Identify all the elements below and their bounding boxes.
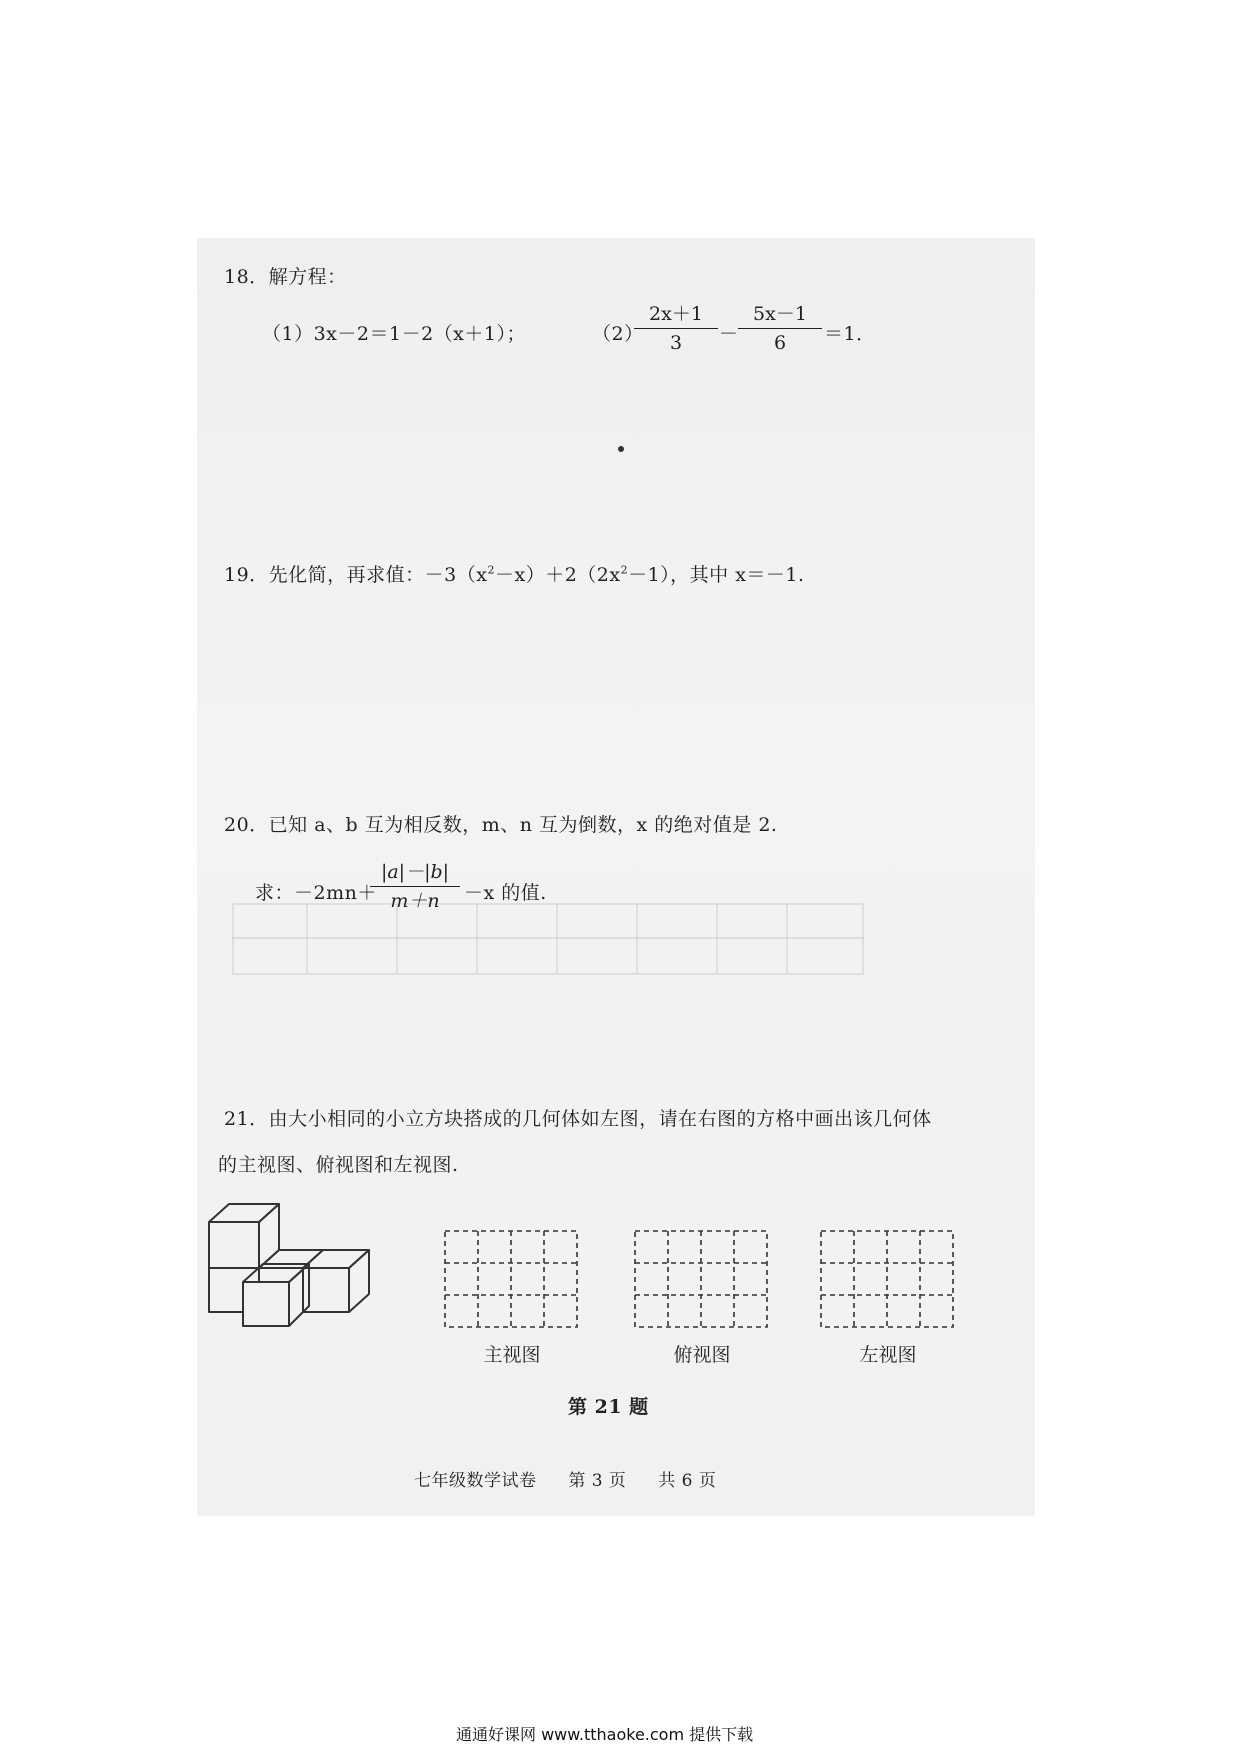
q19-text-b: －x）＋2（2x [494,564,621,586]
q18-frac1-numerator: 2x＋1 [649,303,703,325]
q18-part1: （1）3x－2＝1－2（x＋1）； [262,323,526,345]
q21-line2: 的主视图、俯视图和左视图. [218,1154,459,1176]
q18-part2-label: （2） [592,323,644,345]
top-view-label: 俯视图 [673,1344,731,1366]
q19-text [224,560,805,587]
q21-line1: 21．由大小相同的小立方块搭成的几何体如左图，请在右图的方格中画出该几何体 [224,1108,932,1130]
q20-frac-numerator: |a|－|b| [380,861,450,883]
q19-exponent-1: 2 [487,563,495,577]
footer-page-number: 第 3 页 [568,1471,627,1491]
q19-text-a: 19．先化简，再求值：－3（x [224,564,488,586]
q18-part2-tail: ＝1． [824,323,876,345]
q19-text-c: －1），其中 x＝－1. [628,564,805,586]
top-view-grid[interactable] [634,1230,770,1330]
q20-line1: 20．已知 a、b 互为相反数，m、n 互为倒数，x 的绝对值是 2. [224,814,778,836]
page-footer [414,1466,716,1491]
q20-prefix: 求：－2mn＋ [255,882,377,904]
left-view-label: 左视图 [859,1344,917,1366]
cube-solid-figure [205,1200,395,1340]
q20-suffix: －x 的值. [464,882,547,904]
watermark-footer: 通通好课网 www.tthaoke.com 提供下载 [456,1725,754,1744]
q18-fraction-1 [634,300,718,357]
q19-exponent-2: 2 [620,563,629,577]
front-view-label: 主视图 [483,1344,541,1366]
q20-frac-denominator: m＋n [390,890,440,912]
q18-fraction-2 [738,300,822,357]
q18-heading: 18．解方程： [224,266,347,288]
front-view-grid[interactable] [444,1230,580,1330]
footer-grade: 七年级数学试卷 [414,1471,537,1491]
footer-total-pages: 共 6 页 [658,1471,717,1491]
q18-minus-sign: － [719,323,739,345]
q18-frac1-denominator: 3 [669,332,683,354]
q18-frac2-denominator: 6 [773,332,787,354]
q18-frac2-numerator: 5x－1 [753,303,807,325]
ink-speck [618,446,624,452]
q21-caption: 第 21 题 [568,1396,649,1418]
left-view-grid[interactable] [820,1230,956,1330]
bleed-through-table [197,900,897,980]
